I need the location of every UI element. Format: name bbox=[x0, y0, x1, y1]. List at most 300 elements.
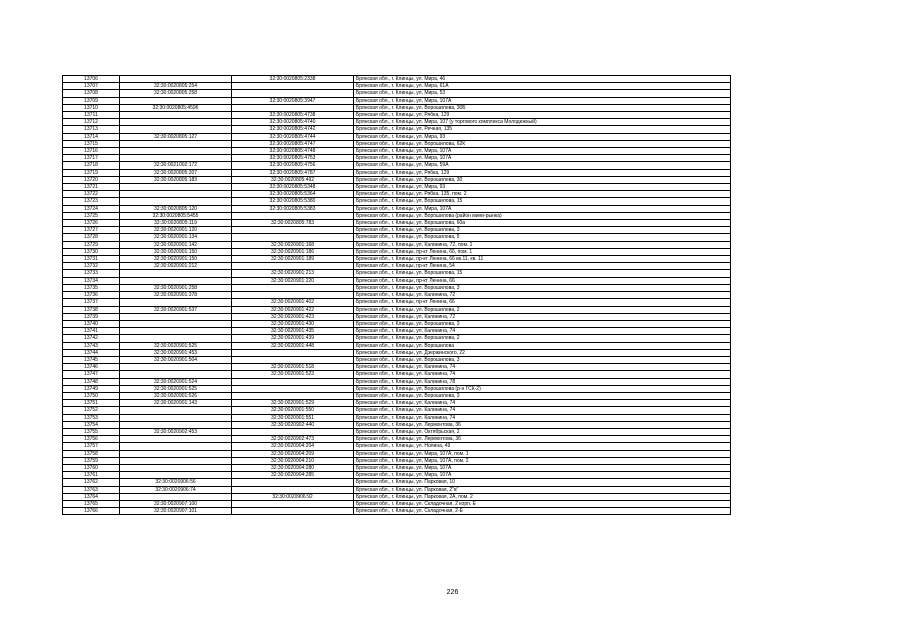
address-cell: Брянская обл., г. Клинцы, ул. Ворошилова, 60а bbox=[354, 220, 731, 227]
row-number-cell: 13725 bbox=[63, 212, 120, 219]
address-cell: Брянская обл., г. Клинцы, ул. Ворошилова, 2 bbox=[354, 335, 731, 342]
related-cadastral-number-cell bbox=[232, 349, 354, 356]
related-cadastral-number-cell: 32:30:0020805:4748 bbox=[232, 148, 354, 155]
related-cadastral-number-cell: 32:30:0020805:2338 bbox=[232, 76, 354, 83]
row-number-cell: 13746 bbox=[63, 364, 120, 371]
related-cadastral-number-cell: 32:30:0020805:492 bbox=[232, 176, 354, 183]
row-number-cell: 13743 bbox=[63, 342, 120, 349]
cadastral-number-cell bbox=[120, 97, 232, 104]
address-cell: Брянская обл., г. Клинцы, ул. Мира, 53 bbox=[354, 90, 731, 97]
related-cadastral-number-cell: 32:30:0020805:5380 bbox=[232, 198, 354, 205]
row-number-cell: 13740 bbox=[63, 320, 120, 327]
row-number-cell: 13713 bbox=[63, 126, 120, 133]
address-cell: Брянская обл., г. Клинцы, ул. Ворошилова, 30Б bbox=[354, 104, 731, 111]
cadastral-number-cell bbox=[120, 457, 232, 464]
cadastral-number-cell: 32:30:0020805:5455 bbox=[120, 212, 232, 219]
table-row bbox=[63, 464, 731, 471]
row-number-cell: 13739 bbox=[63, 313, 120, 320]
address-cell: Брянская обл., г. Клинцы, ул. Калинина, 74 bbox=[354, 414, 731, 421]
table-row bbox=[63, 148, 731, 155]
related-cadastral-number-cell bbox=[232, 479, 354, 486]
address-cell: Брянская обл., г. Клинцы, ул. Рябка, 135, пом. 2 bbox=[354, 191, 731, 198]
related-cadastral-number-cell bbox=[232, 284, 354, 291]
table-row bbox=[63, 356, 731, 363]
related-cadastral-number-cell bbox=[232, 392, 354, 399]
row-number-cell: 13762 bbox=[63, 479, 120, 486]
related-cadastral-number-cell: 32:30:0020901:448 bbox=[232, 342, 354, 349]
related-cadastral-number-cell bbox=[232, 428, 354, 435]
row-number-cell: 13757 bbox=[63, 443, 120, 450]
table-row bbox=[63, 443, 731, 450]
row-number-cell: 13742 bbox=[63, 335, 120, 342]
row-number-cell: 13722 bbox=[63, 191, 120, 198]
table-row bbox=[63, 457, 731, 464]
cadastral-number-cell bbox=[120, 450, 232, 457]
address-cell: Брянская обл., г. Клинцы, ул. Рябка, 129 bbox=[354, 169, 731, 176]
table-row bbox=[63, 364, 731, 371]
table-row bbox=[63, 479, 731, 486]
cadastral-number-cell: 32:30:0020901:258 bbox=[120, 284, 232, 291]
related-cadastral-number-cell: 32:30:0020904:285 bbox=[232, 472, 354, 479]
related-cadastral-number-cell: 32:30:0020901:168 bbox=[232, 241, 354, 248]
cadastral-number-cell bbox=[120, 112, 232, 119]
related-cadastral-number-cell bbox=[232, 83, 354, 90]
row-number-cell: 13738 bbox=[63, 306, 120, 313]
related-cadastral-number-cell: 32:30:0020906:92 bbox=[232, 493, 354, 500]
address-cell: Брянская обл., г. Клинцы, ул. Складочная, 2-Е bbox=[354, 508, 731, 515]
row-number-cell: 13752 bbox=[63, 407, 120, 414]
row-number-cell: 13714 bbox=[63, 133, 120, 140]
cadastral-number-cell: 32:30:0020906:74 bbox=[120, 486, 232, 493]
table-row bbox=[63, 212, 731, 219]
table-row bbox=[63, 140, 731, 147]
related-cadastral-number-cell bbox=[232, 356, 354, 363]
cadastral-number-cell: 32:30:0020805:183 bbox=[120, 176, 232, 183]
row-number-cell: 13733 bbox=[63, 270, 120, 277]
cadastral-number-cell bbox=[120, 443, 232, 450]
table-row bbox=[63, 421, 731, 428]
address-cell: Брянская обл., г. Клинцы, ул. Ворошилова, 3 bbox=[354, 284, 731, 291]
related-cadastral-number-cell: 32:30:0020901:439 bbox=[232, 335, 354, 342]
table-row bbox=[63, 155, 731, 162]
address-cell: Брянская обл., г. Клинцы, ул. Мира, 107А bbox=[354, 155, 731, 162]
row-number-cell: 13750 bbox=[63, 392, 120, 399]
row-number-cell: 13708 bbox=[63, 90, 120, 97]
related-cadastral-number-cell: 32:30:0020901:186 bbox=[232, 248, 354, 255]
address-cell: Брянская обл., г. Клинцы, ул. Ворошилова, 30 bbox=[354, 176, 731, 183]
related-cadastral-number-cell bbox=[232, 385, 354, 392]
row-number-cell: 13729 bbox=[63, 241, 120, 248]
row-number-cell: 13719 bbox=[63, 169, 120, 176]
address-cell: Брянская обл., г. Клинцы, ул. Дзержинского, 22 bbox=[354, 349, 731, 356]
registry-table bbox=[62, 75, 731, 515]
cadastral-number-cell: 32:30:0020907:101 bbox=[120, 508, 232, 515]
cadastral-number-cell bbox=[120, 464, 232, 471]
table-row bbox=[63, 97, 731, 104]
related-cadastral-number-cell: 32:30:0020805:4744 bbox=[232, 133, 354, 140]
table-row bbox=[63, 119, 731, 126]
row-number-cell: 13761 bbox=[63, 472, 120, 479]
related-cadastral-number-cell bbox=[232, 486, 354, 493]
cadastral-number-cell bbox=[120, 155, 232, 162]
table-row bbox=[63, 241, 731, 248]
address-cell: Брянская обл., г. Клинцы, ул. Ворошилова, 15 bbox=[354, 270, 731, 277]
table-row bbox=[63, 248, 731, 255]
related-cadastral-number-cell: 32:30:0020901:518 bbox=[232, 364, 354, 371]
cadastral-number-cell: 32:30:0020805:258 bbox=[120, 90, 232, 97]
related-cadastral-number-cell: 32:30:0020901:523 bbox=[232, 371, 354, 378]
address-cell: Брянская обл., г. Клинцы, ул. Лермонтова, 36 bbox=[354, 421, 731, 428]
related-cadastral-number-cell: 32:30:0020902:440 bbox=[232, 421, 354, 428]
row-number-cell: 13753 bbox=[63, 414, 120, 421]
row-number-cell: 13731 bbox=[63, 256, 120, 263]
table-row bbox=[63, 306, 731, 313]
cadastral-number-cell: 32:30:0020901:150 bbox=[120, 248, 232, 255]
related-cadastral-number-cell: 32:30:0020805:5348 bbox=[232, 184, 354, 191]
row-number-cell: 13730 bbox=[63, 248, 120, 255]
table-row bbox=[63, 328, 731, 335]
table-row bbox=[63, 428, 731, 435]
table-row bbox=[63, 450, 731, 457]
cadastral-number-cell: 32:30:0020901:142 bbox=[120, 241, 232, 248]
address-cell: Брянская обл., г. Клинцы, ул. Мира, 107А, пом. 1 bbox=[354, 450, 731, 457]
address-cell: Брянская обл., г. Клинцы, ул. Калинина, 78 bbox=[354, 378, 731, 385]
table-row bbox=[63, 220, 731, 227]
cadastral-number-cell bbox=[120, 76, 232, 83]
table-row bbox=[63, 342, 731, 349]
address-cell: Брянская обл., г. Клинцы, ул. Мира, 107А bbox=[354, 148, 731, 155]
related-cadastral-number-cell: 32:30:0020901:435 bbox=[232, 328, 354, 335]
cadastral-number-cell: 32:30:0020805:127 bbox=[120, 133, 232, 140]
address-cell: Брянская обл., г. Клинцы, ул. Ворошилова, 3 bbox=[354, 227, 731, 234]
table-row bbox=[63, 184, 731, 191]
address-cell: Брянская обл., г. Клинцы, ул. Мира, 107А bbox=[354, 472, 731, 479]
row-number-cell: 13765 bbox=[63, 500, 120, 507]
address-cell: Брянская обл., г. Клинцы, ул. Калинина, 72 bbox=[354, 292, 731, 299]
table-row bbox=[63, 371, 731, 378]
address-cell: Брянская обл., г. Клинцы, ул. Мира, 61А bbox=[354, 83, 731, 90]
related-cadastral-number-cell: 32:30:0020901:220 bbox=[232, 277, 354, 284]
cadastral-number-cell: 32:30:0020901:134 bbox=[120, 234, 232, 241]
address-cell: Брянская обл., г. Клинцы, пр-кт Ленина, 66 bbox=[354, 299, 731, 306]
row-number-cell: 13721 bbox=[63, 184, 120, 191]
related-cadastral-number-cell bbox=[232, 90, 354, 97]
cadastral-number-cell bbox=[120, 270, 232, 277]
cadastral-number-cell: 32:30:0020907:100 bbox=[120, 500, 232, 507]
address-cell: Брянская обл., г. Клинцы, ул. Мира, 107 (у торгового комплекса Молодежный) bbox=[354, 119, 731, 126]
table-row bbox=[63, 169, 731, 176]
cadastral-number-cell bbox=[120, 198, 232, 205]
row-number-cell: 13741 bbox=[63, 328, 120, 335]
cadastral-number-cell: 32:30:0020901:453 bbox=[120, 349, 232, 356]
cadastral-number-cell bbox=[120, 313, 232, 320]
address-cell: Брянская обл., г. Клинцы, ул. Мира, 46 bbox=[354, 76, 731, 83]
cadastral-number-cell: 32:30:0020805:207 bbox=[120, 169, 232, 176]
table-row bbox=[63, 227, 731, 234]
row-number-cell: 13766 bbox=[63, 508, 120, 515]
address-cell: Брянская обл., г. Клинцы, ул. Октябрьская, 2 bbox=[354, 428, 731, 435]
address-cell: Брянская обл., г. Клинцы, ул. Ворошилова, 5 bbox=[354, 234, 731, 241]
cadastral-number-cell: 32:30:0020805:4596 bbox=[120, 104, 232, 111]
row-number-cell: 13744 bbox=[63, 349, 120, 356]
address-cell: Брянская обл., г. Клинцы, ул. Парковая, 10 bbox=[354, 479, 731, 486]
table-row bbox=[63, 284, 731, 291]
cadastral-number-cell: 32:30:0020901:526 bbox=[120, 392, 232, 399]
row-number-cell: 13716 bbox=[63, 148, 120, 155]
page-number: 226 bbox=[446, 589, 459, 596]
address-cell: Брянская обл., г. Клинцы, ул. Мира, 107А bbox=[354, 97, 731, 104]
row-number-cell: 13764 bbox=[63, 493, 120, 500]
cadastral-number-cell bbox=[120, 119, 232, 126]
cadastral-number-cell: 32:30:0020901:525 bbox=[120, 385, 232, 392]
address-cell: Брянская обл., г. Клинцы, ул. Мира, 93 bbox=[354, 133, 731, 140]
row-number-cell: 13749 bbox=[63, 385, 120, 392]
table-row bbox=[63, 104, 731, 111]
cadastral-number-cell: 32:30:0020805:254 bbox=[120, 83, 232, 90]
cadastral-number-cell: 32:30:0020901:504 bbox=[120, 356, 232, 363]
table-row bbox=[63, 270, 731, 277]
related-cadastral-number-cell: 32:30:0020904:280 bbox=[232, 464, 354, 471]
related-cadastral-number-cell: 32:30:0020901:430 bbox=[232, 320, 354, 327]
related-cadastral-number-cell: 32:30:0020904:210 bbox=[232, 457, 354, 464]
related-cadastral-number-cell: 32:30:0020902:473 bbox=[232, 436, 354, 443]
related-cadastral-number-cell: 32:30:0020901:213 bbox=[232, 270, 354, 277]
row-number-cell: 13756 bbox=[63, 436, 120, 443]
related-cadastral-number-cell: 32:30:0020901:529 bbox=[232, 400, 354, 407]
related-cadastral-number-cell: 32:30:0020901:550 bbox=[232, 407, 354, 414]
row-number-cell: 13715 bbox=[63, 140, 120, 147]
row-number-cell: 13751 bbox=[63, 400, 120, 407]
row-number-cell: 13760 bbox=[63, 464, 120, 471]
related-cadastral-number-cell: 32:30:0020805:4787 bbox=[232, 169, 354, 176]
cadastral-number-cell: 32:30:0020901:150 bbox=[120, 256, 232, 263]
related-cadastral-number-cell: 32:30:0020805:4740 bbox=[232, 119, 354, 126]
row-number-cell: 13707 bbox=[63, 83, 120, 90]
table-row bbox=[63, 256, 731, 263]
address-cell: Брянская обл., г. Клинцы, ул. Калинина, 72 bbox=[354, 313, 731, 320]
related-cadastral-number-cell: 32:30:0020805:4738 bbox=[232, 112, 354, 119]
related-cadastral-number-cell: 32:30:0020805:4753 bbox=[232, 155, 354, 162]
row-number-cell: 13712 bbox=[63, 119, 120, 126]
row-number-cell: 13758 bbox=[63, 450, 120, 457]
table-row bbox=[63, 90, 731, 97]
address-cell: Брянская обл., г. Клинцы, ул. Ворошилова, 3 bbox=[354, 392, 731, 399]
row-number-cell: 13726 bbox=[63, 220, 120, 227]
cadastral-number-cell bbox=[120, 335, 232, 342]
address-cell: Брянская обл., г. Клинцы, ул. Складочная, 2 корп. Е bbox=[354, 500, 731, 507]
row-number-cell: 13763 bbox=[63, 486, 120, 493]
related-cadastral-number-cell bbox=[232, 378, 354, 385]
cadastral-number-cell bbox=[120, 328, 232, 335]
cadastral-number-cell: 32:30:0021002:172 bbox=[120, 162, 232, 169]
row-number-cell: 13717 bbox=[63, 155, 120, 162]
related-cadastral-number-cell bbox=[232, 500, 354, 507]
cadastral-number-cell bbox=[120, 191, 232, 198]
table-row bbox=[63, 493, 731, 500]
related-cadastral-number-cell bbox=[232, 212, 354, 219]
table-row bbox=[63, 83, 731, 90]
cadastral-number-cell: 32:30:0020901:120 bbox=[120, 227, 232, 234]
table-row bbox=[63, 112, 731, 119]
address-cell: Брянская обл., г. Клинцы, ул. Мира, 93 bbox=[354, 184, 731, 191]
row-number-cell: 13706 bbox=[63, 76, 120, 83]
address-cell: Брянская обл., г. Клинцы, пр-кт Ленина, 66 кв.11, кв. 11 bbox=[354, 256, 731, 263]
row-number-cell: 13736 bbox=[63, 292, 120, 299]
address-cell: Брянская обл., г. Клинцы, ул. Ворошилова (район мини-рынка) bbox=[354, 212, 731, 219]
address-cell: Брянская обл., г. Клинцы, ул. Мира, 107А bbox=[354, 205, 731, 212]
cadastral-number-cell: 32:30:0020805:119 bbox=[120, 220, 232, 227]
cadastral-number-cell bbox=[120, 421, 232, 428]
row-number-cell: 13718 bbox=[63, 162, 120, 169]
address-cell: Брянская обл., г. Клинцы, ул. Ворошилова, 3 bbox=[354, 356, 731, 363]
table-row bbox=[63, 313, 731, 320]
address-cell: Брянская обл., г. Клинцы, ул. Мира, 59А bbox=[354, 162, 731, 169]
table-row bbox=[63, 472, 731, 479]
cadastral-number-cell: 32:30:0020901:212 bbox=[120, 263, 232, 270]
table-row bbox=[63, 486, 731, 493]
cadastral-number-cell: 32:30:0020901:524 bbox=[120, 378, 232, 385]
related-cadastral-number-cell bbox=[232, 227, 354, 234]
address-cell: Брянская обл., г. Клинцы, ул. Нолина, 49 bbox=[354, 443, 731, 450]
row-number-cell: 13727 bbox=[63, 227, 120, 234]
cadastral-number-cell bbox=[120, 320, 232, 327]
address-cell: Брянская обл., г. Клинцы, ул. Калинина, 74 bbox=[354, 407, 731, 414]
table-row bbox=[63, 191, 731, 198]
table-row bbox=[63, 500, 731, 507]
address-cell: Брянская обл., г. Клинцы, ул. Калинина, 74 bbox=[354, 328, 731, 335]
table-row bbox=[63, 263, 731, 270]
related-cadastral-number-cell: 32:30:0020901:551 bbox=[232, 414, 354, 421]
related-cadastral-number-cell: 32:30:0020805:783 bbox=[232, 220, 354, 227]
cadastral-number-cell: 32:30:0020902:453 bbox=[120, 428, 232, 435]
related-cadastral-number-cell bbox=[232, 508, 354, 515]
related-cadastral-number-cell bbox=[232, 263, 354, 270]
row-number-cell: 13732 bbox=[63, 263, 120, 270]
table-row bbox=[63, 378, 731, 385]
row-number-cell: 13747 bbox=[63, 371, 120, 378]
table-row bbox=[63, 335, 731, 342]
related-cadastral-number-cell bbox=[232, 292, 354, 299]
address-cell: Брянская обл., г. Клинцы, ул. Ворошилова bbox=[354, 342, 731, 349]
row-number-cell: 13759 bbox=[63, 457, 120, 464]
table-row bbox=[63, 205, 731, 212]
address-cell: Брянская обл., г. Клинцы, ул. Парковая, 2"в" bbox=[354, 486, 731, 493]
row-number-cell: 13724 bbox=[63, 205, 120, 212]
cadastral-number-cell: 32:30:0020901:537 bbox=[120, 306, 232, 313]
row-number-cell: 13711 bbox=[63, 112, 120, 119]
cadastral-number-cell bbox=[120, 414, 232, 421]
row-number-cell: 13754 bbox=[63, 421, 120, 428]
address-cell: Брянская обл., г. Клинцы, ул. Ворошилова, 2 bbox=[354, 306, 731, 313]
related-cadastral-number-cell: 32:30:0020805:3947 bbox=[232, 97, 354, 104]
table-row bbox=[63, 414, 731, 421]
cadastral-number-cell bbox=[120, 148, 232, 155]
table-row bbox=[63, 76, 731, 83]
related-cadastral-number-cell: 32:30:0020805:5383 bbox=[232, 205, 354, 212]
related-cadastral-number-cell: 32:30:0020901:423 bbox=[232, 313, 354, 320]
address-cell: Брянская обл., г. Клинцы, ул. Ворошилова, 62К bbox=[354, 140, 731, 147]
table-row bbox=[63, 392, 731, 399]
table-row bbox=[63, 349, 731, 356]
related-cadastral-number-cell: 32:30:0020904:204 bbox=[232, 443, 354, 450]
cadastral-number-cell: 32:30:0020805:120 bbox=[120, 205, 232, 212]
row-number-cell: 13745 bbox=[63, 356, 120, 363]
related-cadastral-number-cell: 32:30:0020805:4756 bbox=[232, 162, 354, 169]
address-cell: Брянская обл., г. Клинцы, ул. Лермонтова, 36 bbox=[354, 436, 731, 443]
table-row bbox=[63, 508, 731, 515]
address-cell: Брянская обл., г. Клинцы, ул. Рябка, 129 bbox=[354, 112, 731, 119]
table-row bbox=[63, 292, 731, 299]
address-cell: Брянская обл., г. Клинцы, ул. Ворошилова, 15 bbox=[354, 198, 731, 205]
address-cell: Брянская обл., г. Клинцы, пр-кт Ленина, 66, пом. 1 bbox=[354, 248, 731, 255]
related-cadastral-number-cell: 32:30:0020805:5364 bbox=[232, 191, 354, 198]
address-cell: Брянская обл., г. Клинцы, пр-кт Ленина, 54 bbox=[354, 263, 731, 270]
cadastral-number-cell bbox=[120, 277, 232, 284]
cadastral-number-cell bbox=[120, 472, 232, 479]
table-row bbox=[63, 299, 731, 306]
table-row bbox=[63, 320, 731, 327]
table-row bbox=[63, 385, 731, 392]
address-cell: Брянская обл., г. Клинцы, ул. Калинина, 72, пом. 1 bbox=[354, 241, 731, 248]
table-row bbox=[63, 198, 731, 205]
related-cadastral-number-cell bbox=[232, 234, 354, 241]
related-cadastral-number-cell: 32:30:0020805:4742 bbox=[232, 126, 354, 133]
cadastral-number-cell bbox=[120, 299, 232, 306]
related-cadastral-number-cell: 32:30:0020901:422 bbox=[232, 306, 354, 313]
row-number-cell: 13734 bbox=[63, 277, 120, 284]
address-cell: Брянская обл., г. Клинцы, ул. Парковая, 2А, пом. 2 bbox=[354, 493, 731, 500]
table-row bbox=[63, 436, 731, 443]
row-number-cell: 13748 bbox=[63, 378, 120, 385]
cadastral-number-cell: 32:30:0020901:143 bbox=[120, 400, 232, 407]
cadastral-number-cell bbox=[120, 364, 232, 371]
related-cadastral-number-cell: 32:30:0020901:402 bbox=[232, 299, 354, 306]
table-row bbox=[63, 133, 731, 140]
address-cell: Брянская обл., г. Клинцы, ул. Речная, 135 bbox=[354, 126, 731, 133]
cadastral-number-cell bbox=[120, 140, 232, 147]
related-cadastral-number-cell: 32:30:0020901:189 bbox=[232, 256, 354, 263]
table-row bbox=[63, 162, 731, 169]
row-number-cell: 13735 bbox=[63, 284, 120, 291]
address-cell: Брянская обл., г. Клинцы, ул. Калинина, 74 bbox=[354, 371, 731, 378]
row-number-cell: 13755 bbox=[63, 428, 120, 435]
table-row bbox=[63, 277, 731, 284]
table-row bbox=[63, 234, 731, 241]
row-number-cell: 13710 bbox=[63, 104, 120, 111]
address-cell: Брянская обл., г. Клинцы, ул. Ворошилова, 3 bbox=[354, 320, 731, 327]
address-cell: Брянская обл., г. Клинцы, ул. Мира, 107А, пом. 2 bbox=[354, 457, 731, 464]
table-row bbox=[63, 176, 731, 183]
address-cell: Брянская обл., г. Клинцы, ул. Ворошилова (р-н ГСК-2) bbox=[354, 385, 731, 392]
address-cell: Брянская обл., г. Клинцы, ул. Калинина, 74 bbox=[354, 364, 731, 371]
cadastral-number-cell: 32:30:0020906:56 bbox=[120, 479, 232, 486]
row-number-cell: 13720 bbox=[63, 176, 120, 183]
address-cell: Брянская обл., г. Клинцы, пр-кт Ленина, 66 bbox=[354, 277, 731, 284]
related-cadastral-number-cell: 32:30:0020805:4747 bbox=[232, 140, 354, 147]
registry-table-body bbox=[63, 76, 731, 515]
cadastral-number-cell bbox=[120, 436, 232, 443]
row-number-cell: 13728 bbox=[63, 234, 120, 241]
cadastral-number-cell bbox=[120, 371, 232, 378]
address-cell: Брянская обл., г. Клинцы, ул. Калинина, 74 bbox=[354, 400, 731, 407]
table-row bbox=[63, 126, 731, 133]
address-cell: Брянская обл., г. Клинцы, ул. Мира, 107А bbox=[354, 464, 731, 471]
cadastral-number-cell: 32:30:0020901:525 bbox=[120, 342, 232, 349]
related-cadastral-number-cell: 32:30:0020904:209 bbox=[232, 450, 354, 457]
cadastral-number-cell bbox=[120, 407, 232, 414]
cadastral-number-cell bbox=[120, 493, 232, 500]
related-cadastral-number-cell bbox=[232, 104, 354, 111]
